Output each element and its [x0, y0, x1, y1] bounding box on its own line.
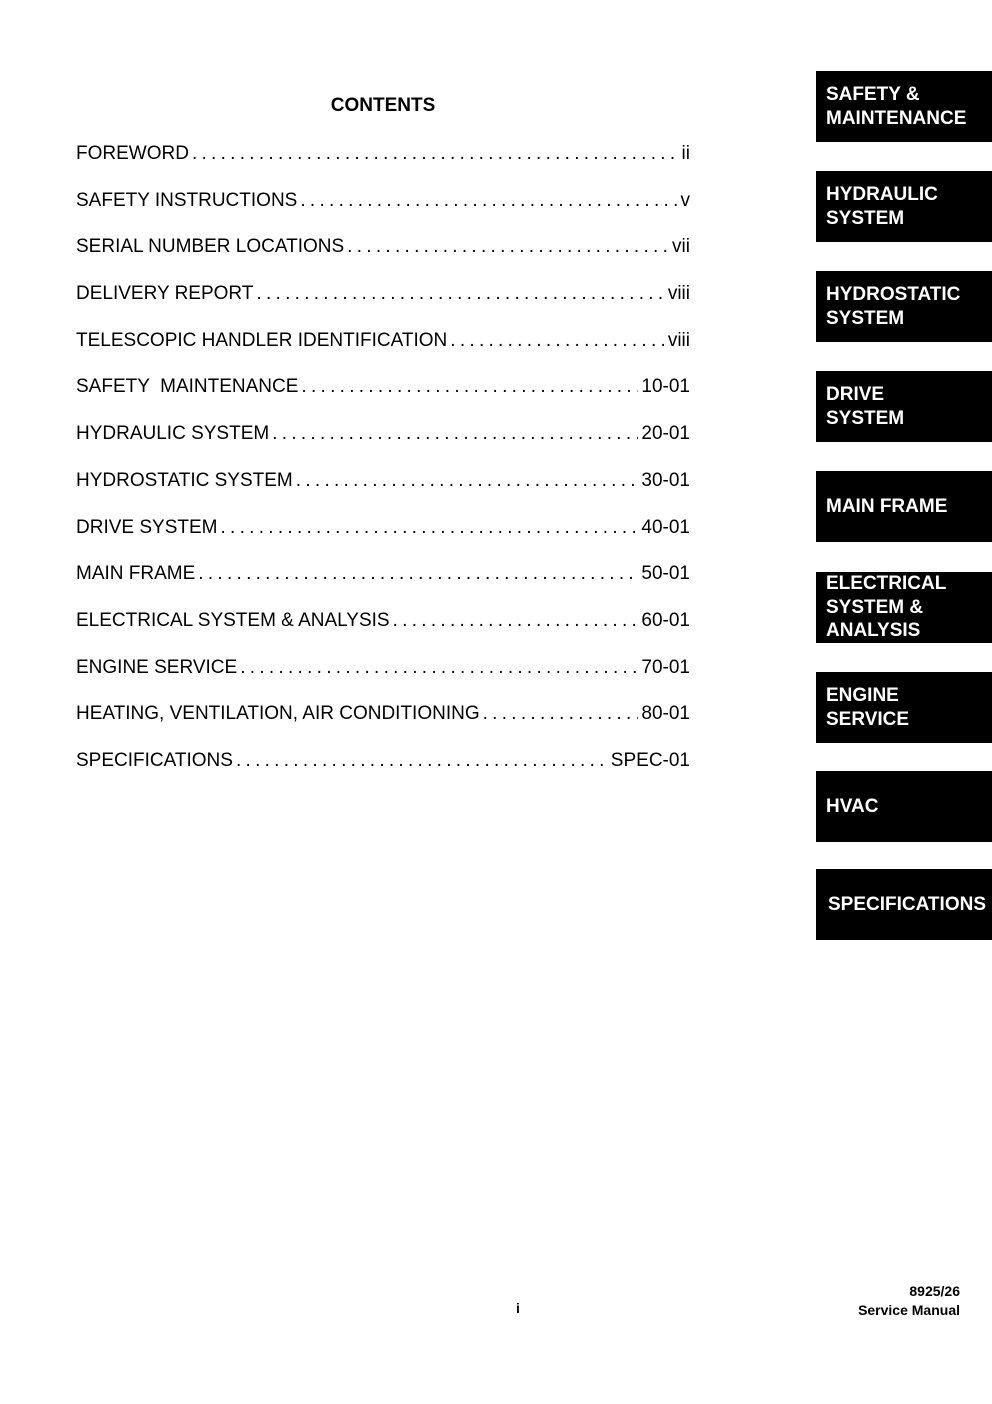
table-of-contents: [76, 141, 690, 795]
tab-label: ELECTRICAL SYSTEM & ANALYSIS: [826, 573, 947, 642]
toc-entry-page: vii: [672, 236, 690, 258]
tab-drive-system[interactable]: [816, 371, 992, 442]
toc-entry-label: HYDRAULIC SYSTEM: [76, 423, 270, 445]
tab-label: SAFETY & MAINTENANCE: [826, 84, 967, 129]
toc-entry-label: ENGINE SERVICE: [76, 656, 238, 678]
tab-specifications[interactable]: [816, 869, 992, 940]
toc-leader-dots: [300, 188, 677, 214]
tab-electrical-system[interactable]: [816, 572, 992, 643]
toc-leader-dots: [347, 234, 669, 260]
toc-leader-dots: [393, 608, 639, 634]
toc-entry-label: HYDROSTATIC SYSTEM: [76, 469, 293, 491]
toc-entry-page: 10-01: [641, 376, 690, 398]
toc-entry-page: 40-01: [641, 516, 690, 538]
toc-entry-page: 70-01: [641, 656, 690, 678]
tab-hydraulic-system[interactable]: [816, 171, 992, 242]
toc-leader-dots: [272, 421, 638, 447]
toc-entry-safety-instructions[interactable]: [76, 188, 690, 235]
toc-entry-label: FOREWORD: [76, 143, 189, 164]
toc-entry-specifications[interactable]: [76, 748, 690, 795]
toc-entry-label: SAFETY MAINTENANCE: [76, 376, 299, 398]
tab-label: MAIN FRAME: [826, 495, 948, 517]
toc-leader-dots: [450, 328, 665, 354]
manual-identifier: [858, 1282, 960, 1320]
toc-entry-page: v: [680, 189, 690, 211]
tab-main-frame[interactable]: [816, 471, 992, 542]
toc-leader-dots: [301, 374, 638, 400]
toc-entry-serial-number-locations[interactable]: [76, 234, 690, 281]
toc-entry-hydraulic-system[interactable]: [76, 421, 690, 468]
toc-entry-engine-service[interactable]: [76, 655, 690, 702]
toc-entry-label: SERIAL NUMBER LOCATIONS: [76, 236, 345, 258]
toc-leader-dots: [220, 515, 638, 541]
toc-entry-page: 60-01: [641, 609, 690, 631]
toc-leader-dots: [192, 141, 679, 167]
tab-hydrostatic-system[interactable]: [816, 271, 992, 342]
toc-entry-foreword[interactable]: [76, 141, 690, 188]
toc-entry-page: viii: [667, 283, 690, 305]
tab-hvac[interactable]: [816, 771, 992, 842]
toc-entry-label: MAIN FRAME: [76, 563, 196, 585]
toc-entry-hydrostatic-system[interactable]: [76, 468, 690, 515]
toc-entry-label: TELESCOPIC HANDLER IDENTIFICATION: [76, 329, 448, 351]
tab-safety-maintenance[interactable]: [816, 71, 992, 142]
tab-label: HYDROSTATIC SYSTEM: [826, 284, 961, 329]
toc-entry-drive-system[interactable]: [76, 515, 690, 562]
manual-name: Service Manual: [858, 1302, 960, 1318]
toc-entry-page: 50-01: [641, 563, 690, 585]
tab-label: HYDRAULIC SYSTEM: [826, 184, 938, 229]
toc-entry-label: SPECIFICATIONS: [76, 749, 233, 771]
toc-leader-dots: [483, 701, 639, 727]
toc-entry-safety-maintenance[interactable]: [76, 374, 690, 421]
tab-label: HVAC: [826, 795, 879, 817]
page-number: i: [516, 1300, 520, 1316]
toc-leader-dots: [240, 655, 638, 681]
toc-entry-page: 20-01: [641, 423, 690, 445]
toc-entry-label: SAFETY INSTRUCTIONS: [76, 189, 298, 211]
tab-engine-service[interactable]: [816, 672, 992, 743]
toc-entry-page: viii: [667, 329, 690, 351]
model-number: 8925/26: [909, 1283, 960, 1299]
toc-entry-main-frame[interactable]: [76, 561, 690, 608]
toc-entry-page: SPEC-01: [610, 749, 690, 771]
toc-leader-dots: [198, 561, 638, 587]
toc-entry-electrical-system[interactable]: [76, 608, 690, 655]
tab-label: SPECIFICATIONS: [828, 893, 986, 915]
toc-leader-dots: [236, 748, 608, 774]
toc-entry-telescopic-handler-identification[interactable]: [76, 328, 690, 375]
toc-leader-dots: [256, 281, 664, 307]
toc-leader-dots: [296, 468, 639, 494]
toc-entry-label: DELIVERY REPORT: [76, 283, 254, 305]
contents-title: CONTENTS: [330, 95, 436, 116]
toc-entry-label: DRIVE SYSTEM: [76, 516, 218, 538]
toc-entry-page: 30-01: [641, 469, 690, 491]
toc-entry-label: ELECTRICAL SYSTEM & ANALYSIS: [76, 609, 390, 631]
toc-entry-hvac[interactable]: [76, 701, 690, 748]
toc-entry-label: HEATING, VENTILATION, AIR CONDITIONING: [76, 703, 480, 725]
tab-label: ENGINE SERVICE: [826, 685, 910, 730]
toc-entry-page: 80-01: [641, 703, 690, 725]
toc-entry-page: ii: [681, 143, 690, 164]
toc-entry-delivery-report[interactable]: [76, 281, 690, 328]
tab-label: DRIVE SYSTEM: [826, 384, 905, 429]
